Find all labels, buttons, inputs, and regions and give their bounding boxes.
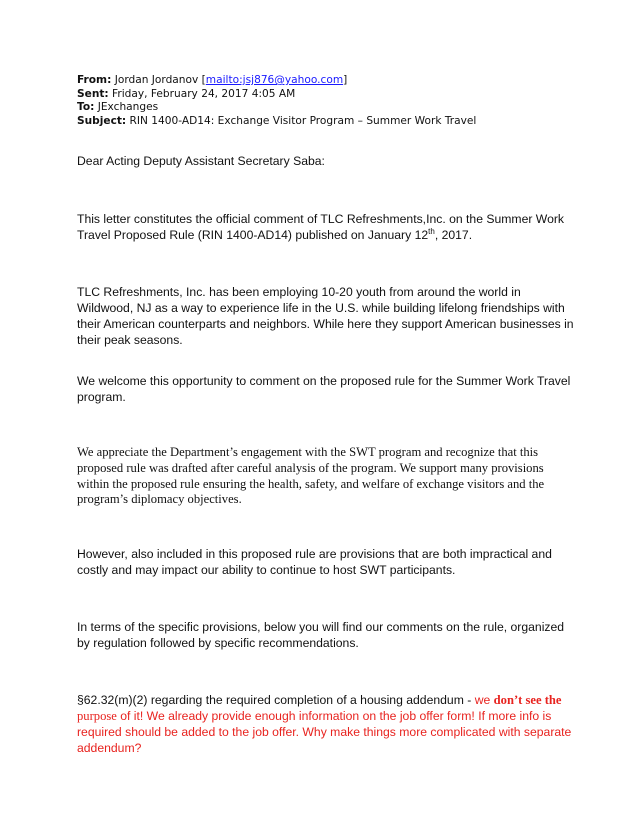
from-email-link[interactable]: mailto:jsj876@yahoo.com [205, 74, 344, 86]
subject-row [77, 115, 577, 129]
paragraph-welcome: We welcome this opportunity to comment on the proposed rule for the Summer Work Travel program. [77, 374, 571, 404]
paragraph-concerns: However, also included in this proposed rule are provisions that are both impractical and costly and may impact our ability to continue to host SWT participants. [77, 547, 552, 577]
p1-superscript: th [428, 226, 435, 236]
paragraph-housing-addendum [77, 692, 577, 756]
p1-text-1: This letter constitutes the official comment of TLC Refreshments,Inc. on the Summer Work Travel Proposed Rule (RIN 1400-AD14) published on January 12 [77, 212, 565, 242]
sent-row [77, 88, 577, 102]
comment-we: we [474, 693, 494, 707]
from-row: From: Jordan Jordanov [mailto:jsj876@yahoo.com] [77, 74, 348, 86]
email-header [77, 74, 577, 128]
paragraph-appreciation: We appreciate the Department’s engagement with the SWT program and recognize that this proposed rule was drafted after careful analysis of the program. We support many provisions within the proposed rule ensuring the health, safety, and welfare of exchange visitors and the program’s diplomacy objectives. [77, 445, 545, 507]
to-row [77, 101, 577, 115]
paragraph-official-comment [77, 211, 577, 243]
from-label: From: [77, 74, 112, 86]
p1-text-2: , 2017. [434, 228, 473, 242]
sent-value: Friday, February 24, 2017 4:05 AM [112, 87, 296, 100]
to-value: JExchanges [97, 101, 159, 114]
provision-reference: §62.32(m)(2) regarding the required completion of a housing addendum - [77, 693, 475, 707]
comment-bold: don’t see the [493, 693, 562, 707]
subject-label: Subject: [77, 114, 127, 127]
comment-purpose: purpose [77, 709, 117, 723]
salutation: Dear Acting Deputy Assistant Secretary Saba: [77, 154, 325, 168]
sent-label: Sent: [77, 87, 109, 100]
to-label: To: [77, 101, 95, 114]
from-name: Jordan Jordanov [114, 74, 199, 86]
paragraph-employer-intro: TLC Refreshments, Inc. has been employing 10-20 youth from around the world in Wildwood, NJ as a way to experience life in the U.S. while building lifelong friendships with their American counterparts and neighbors. While here they support American businesses in their peak seasons. [77, 285, 574, 347]
paragraph-specific-provisions: In terms of the specific provisions, below you will find our comments on the rule, organized by regulation followed by specific recommendations. [77, 620, 565, 650]
comment-rest: of it! We already provide enough information on the job offer form! If more info is required should be added to the job offer. Why make things more complicated with separate addendum? [77, 709, 572, 755]
subject-value: RIN 1400-AD14: Exchange Visitor Program – Summer Work Travel [129, 114, 477, 127]
